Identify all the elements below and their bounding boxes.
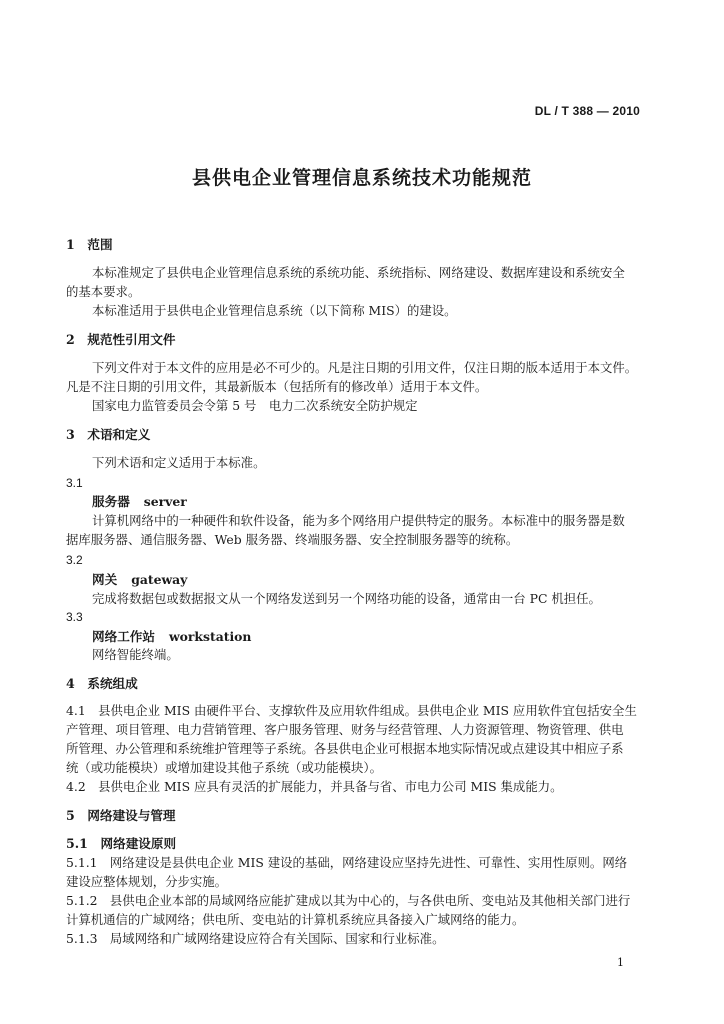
term-3-3-title	[92, 628, 647, 645]
term-3-2-number: 3.2	[66, 553, 83, 567]
term-3-1-title	[92, 493, 647, 510]
clause-5-1-2-line-1: 5.1.2 县供电企业本部的局域网络应能扩建成以其为中心的，与各供电所、变电站及其他相关部门进行	[66, 893, 631, 908]
clause-5-1-heading: 5.1 网络建设原则	[66, 836, 177, 851]
term-3-3-definition: 网络智能终端。	[92, 647, 179, 662]
page-number: 1	[617, 956, 624, 969]
section-4-heading: 4 系统组成	[66, 676, 138, 691]
term-3-1-en: server	[143, 494, 187, 509]
clause-5-1-3: 5.1.3 局域网络和广域网络建设应符合有关国际、国家和行业标准。	[66, 931, 445, 946]
standard-code: DL / T 388 — 2010	[534, 104, 640, 118]
section-2-reference: 国家电力监管委员会令第 5 号 电力二次系统安全防护规定	[92, 398, 418, 413]
term-3-3-en: workstation	[168, 629, 252, 644]
term-3-3-number: 3.3	[66, 610, 83, 624]
section-5-heading: 5 网络建设与管理	[66, 808, 176, 823]
clause-4-1-line-1: 4.1 县供电企业 MIS 由硬件平台、支撑软件及应用软件组成。县供电企业 MIS 应用软件宜包括安全生	[66, 703, 637, 718]
section-1-heading: 1 范围	[66, 237, 113, 252]
section-1-para-1-line-1: 本标准规定了县供电企业管理信息系统的系统功能、系统指标、网络建设、数据库建设和系统安全	[92, 265, 625, 280]
term-3-1-definition-line-2: 据库服务器、通信服务器、Web 服务器、终端服务器、安全控制服务器等的统称。	[66, 532, 519, 547]
section-1-para-2: 本标准适用于县供电企业管理信息系统（以下简称 MIS）的建设。	[92, 303, 457, 318]
term-3-2-title	[92, 571, 647, 588]
clause-4-1-line-4: 统（或功能模块）或增加建设其他子系统（或功能模块）。	[66, 760, 382, 775]
term-3-3-zh: 网络工作站	[92, 629, 155, 644]
section-3-intro: 下列术语和定义适用于本标准。	[92, 455, 266, 470]
term-3-1-number: 3.1	[66, 476, 83, 490]
clause-5-1-1-line-2: 建设应整体规划，分步实施。	[66, 874, 228, 889]
document-title: 县供电企业管理信息系统技术功能规范	[191, 167, 532, 189]
section-3-heading: 3 术语和定义	[66, 427, 151, 442]
clause-4-1-line-2: 产管理、项目管理、电力营销管理、客户服务管理、财务与经营管理、人力资源管理、物资管理、供电	[66, 722, 624, 737]
section-2-para-1-line-1: 下列文件对于本文件的应用是必不可少的。凡是注日期的引用文件，仅注日期的版本适用于本文件。	[92, 360, 638, 375]
clause-5-1-1-line-1: 5.1.1 网络建设是县供电企业 MIS 建设的基础，网络建设应坚持先进性、可靠性、实用性原则。网络	[66, 855, 628, 870]
clause-5-1-2-line-2: 计算机通信的广域网络；供电所、变电站的计算机系统应具备接入广域网络的能力。	[66, 912, 525, 927]
clause-4-2: 4.2 县供电企业 MIS 应具有灵活的扩展能力，并具备与省、市电力公司 MIS 集成能力。	[66, 779, 563, 794]
section-2-para-1-line-2: 凡是不注日期的引用文件，其最新版本（包括所有的修改单）适用于本文件。	[66, 379, 488, 394]
term-3-1-definition-line-1: 计算机网络中的一种硬件和软件设备，能为多个网络用户提供特定的服务。本标准中的服务器是数	[92, 513, 625, 528]
term-3-2-zh: 网关	[92, 572, 118, 587]
section-2-heading: 2 规范性引用文件	[66, 332, 176, 347]
term-3-2-definition: 完成将数据包或数据报文从一个网络发送到另一个网络功能的设备，通常由一台 PC 机担任。	[92, 591, 601, 606]
section-1-para-1-line-2: 的基本要求。	[66, 284, 141, 299]
clause-4-1-line-3: 所管理、办公管理和系统维护管理等子系统。各县供电企业可根据本地实际情况或点建设其中相应子系	[66, 741, 624, 756]
term-3-2-en: gateway	[131, 572, 188, 587]
term-3-1-zh: 服务器	[92, 494, 130, 509]
